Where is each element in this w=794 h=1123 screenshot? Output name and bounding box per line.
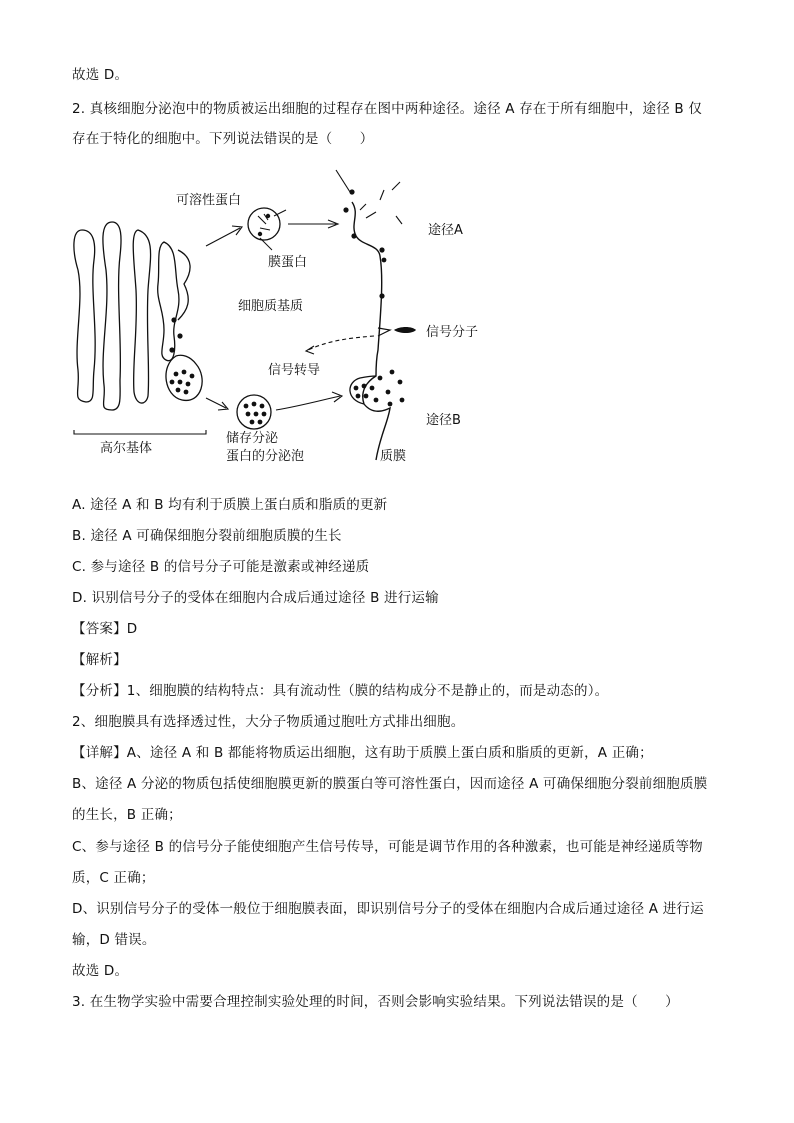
plasma-membrane (352, 202, 390, 460)
answer-label: 【答案】D (72, 621, 138, 637)
option-a: A. 途径 A 和 B 均有利于质膜上蛋白质和脂质的更新 (72, 497, 388, 513)
golgi-label: 高尔基体 (100, 441, 153, 456)
vesicle-label-line-1: 储存分泌 (226, 431, 279, 446)
xiangjie-d-line-2: 输，D 错误。 (72, 932, 156, 948)
pathway-a-label: 途径A (428, 223, 463, 238)
question-3-line-1: 3. 在生物学实验中需要合理控制实验处理的时间，否则会影响实验结果。下列说法错误的是（ ） (72, 994, 679, 1010)
final-choice: 故选 D。 (72, 963, 129, 979)
xiangjie-c-line-1: C、参与途径 B 的信号分子能使细胞产生信号传导，可能是调节作用的各种激素，也可能是神经递质等物 (72, 839, 703, 855)
xiangjie-a: 【详解】A、途径 A 和 B 都能将物质运出细胞，这有助于质膜上蛋白质和脂质的更新，A 正确； (72, 745, 653, 761)
signal-transduction-arrow (308, 336, 374, 350)
xiangjie-b-line-2: 的生长，B 正确； (72, 807, 182, 823)
option-d: D. 识别信号分子的受体在细胞内合成后通过途径 B 进行运输 (72, 590, 439, 606)
signal-molecule (394, 327, 416, 333)
golgi-budding-vesicle (166, 355, 202, 400)
signal-transduction-label: 信号转导 (268, 363, 321, 378)
stored-vesicle (237, 395, 271, 429)
analysis-label: 【解析】 (72, 652, 127, 668)
arrow-to-vesicle-a (206, 228, 240, 246)
cytoplasm-matrix-label: 细胞质基质 (238, 299, 304, 314)
golgi-small-vesicles (169, 317, 182, 352)
plasma-membrane-label: 质膜 (380, 449, 407, 464)
option-c: C. 参与途径 B 的信号分子可能是激素或神经递质 (72, 559, 370, 575)
secretion-pathway-diagram (60, 160, 520, 480)
golgi-bracket (74, 430, 206, 434)
signal-molecule-label: 信号分子 (426, 325, 479, 340)
vesicle-label-line-2: 蛋白的分泌泡 (226, 449, 305, 464)
arrow-to-membrane-b (276, 396, 340, 410)
xiangjie-d-line-1: D、识别信号分子的受体一般位于细胞膜表面，即识别信号分子的受体在细胞内合成后通过途径 A 进行运 (72, 901, 704, 917)
pathway-b-label: 途径B (426, 413, 461, 428)
exocytosis-b-granules (354, 370, 405, 407)
vesicle-a (248, 208, 280, 240)
fenxi-line-1: 【分析】1、细胞膜的结构特点：具有流动性（膜的结构成分不是静止的，而是动态的）。 (72, 683, 609, 699)
membrane-protein-label: 膜蛋白 (268, 255, 308, 270)
option-b: B. 途径 A 可确保细胞分裂前细胞质膜的生长 (72, 528, 342, 544)
soluble-protein-label: 可溶性蛋白 (176, 193, 242, 208)
golgi-vesicle-granules (170, 370, 195, 395)
fenxi-line-2: 2、细胞膜具有选择透过性，大分子物质通过胞吐方式排出细胞。 (72, 714, 465, 730)
xiangjie-c-line-2: 质，C 正确； (72, 870, 155, 886)
stored-vesicle-granules (244, 402, 267, 425)
question-2-line-1: 2. 真核细胞分泌泡中的物质被运出细胞的过程存在图中两种途径。途径 A 存在于所有细胞中，途径 B 仅 (72, 101, 703, 117)
prev-choice: 故选 D。 (72, 67, 129, 83)
xiangjie-b-line-1: B、途径 A 分泌的物质包括使细胞膜更新的膜蛋白等可溶性蛋白，因而途径 A 可确保细胞分裂前细胞质膜 (72, 776, 708, 792)
exocytosis-a-fragments (336, 170, 402, 224)
question-2-line-2: 存在于特化的细胞中。下列说法错误的是（ ） (72, 131, 374, 147)
